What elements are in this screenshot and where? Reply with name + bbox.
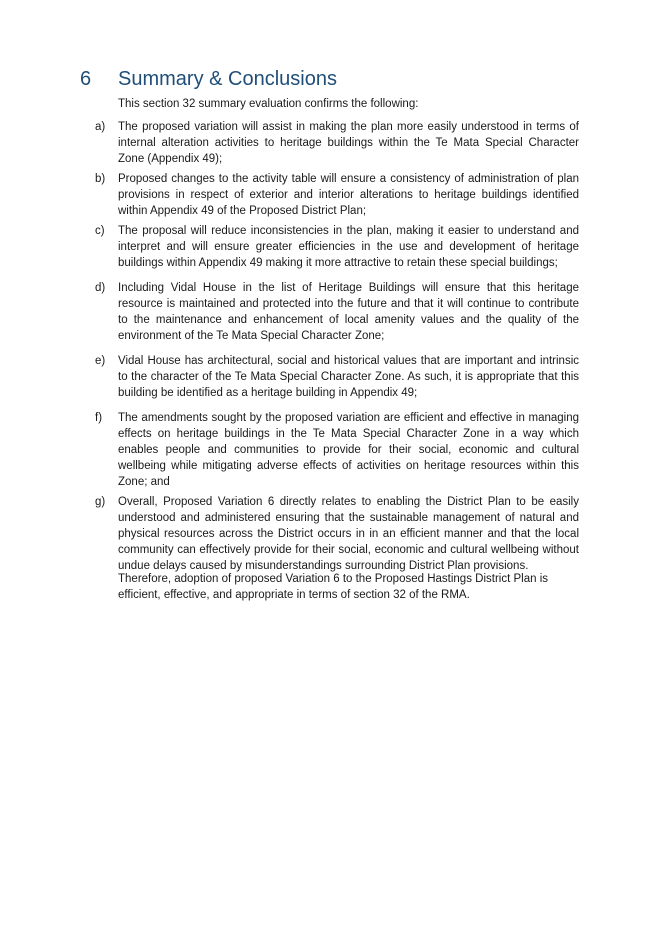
- section-title: Summary & Conclusions: [118, 68, 337, 90]
- list-marker: a): [95, 121, 106, 133]
- list-marker: b): [95, 173, 106, 185]
- summary-list: [95, 119, 579, 578]
- list-item-text: The proposal will reduce inconsistencies in the plan, making it easier to understand and interpret and will ensure greater efficiencies in the use and development of heritage buildings within Appendix 49 making it more attractive to retain these special buildings;: [118, 225, 579, 269]
- section-number: 6: [80, 68, 92, 90]
- intro-paragraph: This section 32 summary evaluation confirms the following:: [118, 98, 419, 110]
- list-item-text: Proposed changes to the activity table will ensure a consistency of administration of plan provisions in respect of exterior and interior alterations to heritage buildings identified within Appendix 49 of the Proposed District Plan;: [118, 173, 579, 217]
- list-item: [95, 353, 579, 401]
- list-marker: f): [95, 412, 103, 424]
- list-item: [95, 119, 579, 167]
- section-heading: [80, 68, 337, 91]
- list-item-text: Vidal House has architectural, social and historical values that are important and intrinsic to the character of the Te Mata Special Character Zone. As such, it is appropriate that this building be identified as a heritage building in Appendix 49;: [118, 355, 579, 399]
- list-item: [95, 171, 579, 219]
- list-item: [95, 223, 579, 271]
- list-marker: c): [95, 225, 105, 237]
- list-marker: e): [95, 355, 106, 367]
- list-item-text: Overall, Proposed Variation 6 directly relates to enabling the District Plan to be easily understood and administered ensuring that the sustainable management of natural and physical resources across the District occurs in in an efficient manner and that the local community can effectively provide for their social, economic and cultural wellbeing without undue delays caused by misunderstandings surrounding District Plan provisions.: [118, 496, 579, 572]
- list-item-text: The amendments sought by the proposed variation are efficient and effective in managing effects on heritage buildings in the Te Mata Special Character Zone in a way which enables people and communities to provide for their social, economic and cultural wellbeing while mitigating adverse effects of activities on heritage resources within this Zone; and: [118, 412, 579, 488]
- conclusion-paragraph: Therefore, adoption of proposed Variation 6 to the Proposed Hastings District Plan is efficient, effective, and appropriate in terms of section 32 of the RMA.: [118, 573, 548, 601]
- list-item: [95, 410, 579, 490]
- list-item: [95, 280, 579, 344]
- list-item: [95, 494, 579, 574]
- list-item-text: Including Vidal House in the list of Heritage Buildings will ensure that this heritage resource is maintained and protected into the future and that it will continue to contribute to the maintenance and enhancement of local amenity values and the quality of the environment of the Te Mata Special Character Zone;: [118, 282, 579, 342]
- list-item-text: The proposed variation will assist in making the plan more easily understood in terms of internal alteration activities to heritage buildings within the Te Mata Special Character Zone (Appendix 49);: [118, 121, 579, 165]
- list-marker: g): [95, 496, 106, 508]
- list-marker: d): [95, 282, 106, 294]
